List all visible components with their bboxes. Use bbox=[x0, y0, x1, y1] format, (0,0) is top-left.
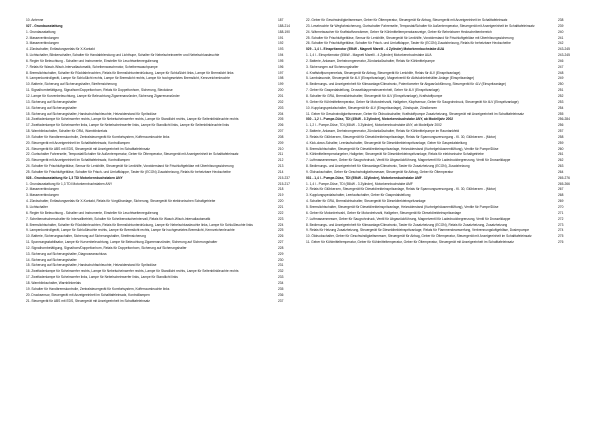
toc-entry-page: 233 bbox=[278, 275, 284, 280]
toc-entry-page: 270 bbox=[558, 205, 564, 209]
toc-entry-title: 3. Masseverbindungen bbox=[26, 193, 59, 198]
toc-entry bbox=[26, 76, 296, 81]
toc-entry-title: 5. Bremslichtschalter, Steuergerät für Dieseldirekteinspritzanlage, Heizwiderstand (Kurbelgehäuseentlüftung), Ventile für Pumpe/Düse bbox=[306, 146, 499, 151]
toc-entry bbox=[306, 187, 576, 192]
toc-entry-page: 242 bbox=[558, 41, 564, 46]
toc-entry-title: 11. Signalhornbetätigung, Signalhorn/Doppeltonhorn, Relais für Doppeltonhorn, Sicherung, Steckdose bbox=[26, 88, 173, 93]
toc-entry-page: 235 bbox=[278, 286, 284, 291]
toc-entry bbox=[26, 141, 296, 146]
toc-entry-title: 19. Schalter für Handbremskontrolle, Zentralsteuergerät für Komfortsystem, Kofferraumleuchte links bbox=[26, 134, 170, 139]
toc-entry-page: 187 bbox=[278, 18, 284, 22]
toc-entry-title: 24. Schalter für Frischluftgebläse, Sensor für Lenkhilfe, Steuergerät für Lenkhilfe, Vorwiderstand für Frischluftgebläse mit Überhitzungssicherung bbox=[26, 164, 234, 169]
toc-entry-title: 11. Geber für Kühlmitteltemperatur, Geber für Kühlmitteltemperatur, Geber für Öltemperatur, Steuergerät mit Anzeigeeinheit im Schalttafeleinsatz bbox=[306, 240, 514, 245]
toc-entry-page: 254 bbox=[558, 105, 564, 110]
toc-entry-title: 4. Zündschalter, Entlastungsrelais für X-Kontakt bbox=[26, 47, 95, 52]
toc-entry-page: 265-276 bbox=[558, 175, 570, 180]
toc-entry bbox=[26, 18, 296, 23]
toc-entry bbox=[26, 41, 296, 46]
toc-entry-title: 22. Gurtschalter Fahrerseite, Tempostat/Schalter für Außentemperatur, Geber für Öltemperatur, Steuergerät mit Anzeigeeinheit im Schalttafeleinsatz bbox=[26, 152, 239, 157]
toc-entry-title: 2. Batterie, Anlasser, Drehstromgenerator, Zündanlaßschalter, Relais für Kühlmittelpumpe im Rauntankfeld bbox=[306, 129, 460, 134]
toc-entry-page: 212 bbox=[278, 158, 284, 163]
toc-entry-title: 14. Sicherung auf Sicherungshalter bbox=[26, 105, 77, 110]
toc-entry bbox=[306, 147, 576, 152]
toc-entry-title: 6. Regler für Beleuchtung - Schalter und Instrumente, Einsteller für Leuchtweitenregulierung bbox=[26, 210, 159, 215]
toc-entry-page: 271 bbox=[558, 210, 564, 215]
toc-entry bbox=[26, 211, 296, 216]
toc-entry-page: 205 bbox=[278, 117, 284, 122]
toc-entry bbox=[306, 41, 576, 46]
toc-entry-page: 252 bbox=[558, 93, 564, 98]
toc-entry bbox=[26, 59, 296, 64]
toc-entry-page: 196 bbox=[278, 64, 284, 69]
toc-entry bbox=[26, 164, 296, 169]
toc-entry-title: 25. Schalter für Frischluftgebläse, Schalter für Frisch- und Umluftklappe, Taster für (ECON) Zusatzheizung, Relais für beheizbare Heckscheibe bbox=[26, 169, 231, 174]
toc-entry-page: 239 bbox=[558, 23, 564, 28]
toc-entry bbox=[306, 112, 576, 117]
toc-entry bbox=[26, 106, 296, 111]
toc-entry-page: 218 bbox=[278, 187, 284, 192]
toc-entry bbox=[26, 217, 296, 222]
toc-section-heading bbox=[26, 176, 296, 181]
toc-section-heading bbox=[306, 117, 576, 122]
toc-entry-title: 10. Batterie, Sicherungsschalter, Sicherung auf Sicherungshalter, Streifensicherung bbox=[26, 234, 146, 239]
toc-entry-page: 203 bbox=[278, 105, 284, 110]
toc-entry-page: 262 bbox=[558, 158, 564, 163]
toc-entry bbox=[26, 88, 296, 93]
toc-entry-page: 223 bbox=[278, 216, 284, 221]
toc-entry-title: 6. Geber für Motordrehzahl, Geber für Motordrehzahl, Hallgeber, Steuergerät für Dieseldirekteinspritzanlage bbox=[306, 210, 461, 215]
toc-entry bbox=[26, 275, 296, 280]
toc-entry-title: 9. Lampenkontrollgerät, Lampe für Schlußleuchte rechts, Lampe für Bremslicht rechts, Lampe für hochgesetztes Bremslicht, Kennzeichenleuchte bbox=[26, 228, 235, 233]
toc-entry-page: 210 bbox=[278, 146, 284, 151]
toc-entry-title: 5. Bremslichtschalter, Steuergerät für Dieseldirekteinspritzanlage, Heizwiderstand (Kurbelgehäuseentlüftung), Ventile für Pumpe/Düse bbox=[306, 205, 499, 209]
toc-entry-page: 198 bbox=[278, 76, 284, 81]
toc-entry bbox=[26, 240, 296, 245]
toc-entry-title: 9. Relais für Heizung Zusatzheizung, Steuergerät für Dieseldirekteinspritzanlage, Relais für Flammendeanwerfung, Verbrennungsluftgebläse, Dosierpumpe bbox=[306, 228, 530, 233]
toc-entry-page: 202 bbox=[278, 99, 284, 104]
toc-entry bbox=[306, 158, 576, 163]
toc-entry-page: 265-266 bbox=[558, 181, 570, 186]
toc-entry-page: 264 bbox=[558, 169, 564, 174]
toc-entry bbox=[306, 18, 576, 23]
toc-entry bbox=[26, 246, 296, 251]
toc-entry-title: 10. Öldruckschalter, Geber für Geschwindigkeitsmesser, Steuergerät für Airbag, Geber für Öltemperatur, Steuergerät mit Anzeigeeinheit im Schalttafeleinsatz bbox=[306, 234, 532, 239]
toc-entry-title: 2. Batterie, Anlasser, Drehstromgenerator, Zündanlaßschalter, Relais für Kühlmittelpumpe bbox=[306, 58, 435, 63]
toc-entry-page: 228 bbox=[278, 245, 284, 250]
toc-entry-title: 13. Sicherung auf Sicherungshalter bbox=[26, 99, 77, 104]
toc-entry-title: 8. Bedienungs- und Anzeigeeinheit für Klimaanlage/Climatronic, Taster für Zusatzheizung (ECON), Relais für Zusatzheizung, Zusatzheizung bbox=[306, 222, 508, 227]
toc-entry-title: 21. Steuergerät für ABS mit EDS, Steuergerät mit Anzeigeeinheit im Schalttafeleinsatz bbox=[26, 146, 150, 151]
toc-entry bbox=[306, 129, 576, 134]
toc-entry bbox=[26, 123, 296, 128]
toc-entry-title: 17. Zweifadenlampe für Scheinwerfer links, Lampe für Nebelscheinwerfer links, Lampe für Standlicht links, Lampe für Seitenblinkleuchte links bbox=[26, 123, 230, 128]
toc-entry bbox=[26, 263, 296, 268]
toc-entry bbox=[306, 205, 576, 210]
toc-entry-page: 267 bbox=[558, 187, 564, 192]
toc-entry-title: 2. Relais für Glühkerzen, Steuergerät für Dieseldirekteinspritzanlage, Relais für Spannungsversorgung - Kl. 30, Glühkerzen - (Motor) bbox=[306, 187, 497, 192]
toc-entry-page: 194 bbox=[278, 53, 284, 58]
toc-entry-title: 1. 1,4 l - Einspritzmotor (55kW - Magneti Marelli - 4 Zylinder) Motorkennbuchstabe AUA bbox=[306, 53, 432, 58]
toc-entry bbox=[306, 211, 576, 216]
toc-entry-page: 227 bbox=[278, 240, 284, 245]
toc-entry bbox=[26, 53, 296, 58]
toc-entry bbox=[26, 234, 296, 239]
toc-entry bbox=[26, 205, 296, 210]
toc-entry-page: 220 bbox=[278, 199, 284, 204]
toc-entry-page: 261 bbox=[558, 152, 564, 157]
toc-entry bbox=[26, 287, 296, 292]
toc-entry bbox=[306, 71, 576, 76]
toc-entry-title: 10. Antenne bbox=[26, 18, 44, 22]
toc-entry bbox=[26, 135, 296, 140]
toc-entry bbox=[26, 170, 296, 175]
toc-entry bbox=[26, 199, 296, 204]
toc-entry-page: 188-214 bbox=[278, 23, 290, 28]
toc-entry bbox=[26, 293, 296, 298]
toc-entry-page: 224 bbox=[278, 222, 284, 227]
toc-entry-title: 5. Lichtschalter bbox=[26, 205, 48, 209]
toc-entry-title: 20. Drucksensor, Steuergerät mit Anzeigeeinheit im Schalttafeleinsatz, Kontrolllampen bbox=[26, 292, 150, 297]
toc-entry-page: 237 bbox=[278, 298, 284, 303]
toc-entry-title: 8. Bremslichtschalter, Schalter für Rückfahrleuchten, Relais für Bremslichtunterdrückung, Lampe für Nebelschlussleuchte links, Lampe für Schlußleuchte links bbox=[26, 222, 253, 227]
toc-entry bbox=[306, 53, 576, 58]
toc-entry-page: 255 bbox=[558, 111, 564, 116]
toc-entry-title: 027 - Grundausstattung bbox=[26, 23, 63, 28]
toc-entry-title: 22. Geber für Geschwindigkeitsmesser, Geber für Öltemperatur, Steuergerät für Airbag, Steuergerät mit Anzeigeeinheit im Schalttafeleinsatz bbox=[306, 18, 508, 22]
toc-entry bbox=[306, 94, 576, 99]
toc-entry-title: 9. Öldruckschalter, Geber für Geschwindigkeitsmesser, Steuergerät für Airbag, Geber für Öltemperatur bbox=[306, 169, 454, 174]
toc-entry bbox=[26, 71, 296, 76]
toc-entry-page: 257 bbox=[558, 129, 564, 134]
toc-entry-page: 240 bbox=[558, 29, 564, 34]
toc-entry-page: 243-245 bbox=[558, 53, 570, 58]
toc-entry-title: 24. Wärmetauscher für Kraftstoffvorwärmer, Geber für Kühlmitteltemperaturanzeige, Geber für Beheizbarer Heckscheibenbereich bbox=[306, 29, 492, 34]
toc-entry-page: 253 bbox=[558, 99, 564, 104]
toc-entry-page: 236 bbox=[278, 292, 284, 297]
toc-entry-page: 208 bbox=[278, 134, 284, 139]
toc-entry-title: 13. Sicherung auf Sicherungshalter, Diagnoseanschluss bbox=[26, 251, 107, 256]
toc-entry bbox=[26, 281, 296, 286]
toc-entry bbox=[306, 141, 576, 146]
toc-entry bbox=[26, 252, 296, 257]
toc-entry bbox=[306, 82, 576, 87]
toc-column-right bbox=[306, 18, 576, 246]
toc-entry bbox=[26, 30, 296, 35]
toc-entry bbox=[26, 182, 296, 187]
toc-entry bbox=[306, 228, 576, 233]
toc-entry-title: 21. Steuergerät für ABS mit EDS, Steuergerät mit Anzeigeeinheit im Schalttafeleinsatz bbox=[26, 298, 150, 303]
toc-entry-title: 3. Masseverbindungen bbox=[26, 41, 59, 46]
toc-entry bbox=[26, 147, 296, 152]
toc-entry bbox=[26, 112, 296, 117]
toc-entry-title: 031 - 1,4 l - Pumpe-Düse, TDI (55kW - 3Zylinder), Motorkennbuchstabe AMF bbox=[306, 175, 422, 180]
toc-entry bbox=[26, 269, 296, 274]
toc-entry-page: 258 bbox=[558, 134, 564, 139]
toc-entry-page: 201 bbox=[278, 93, 284, 98]
toc-section-heading bbox=[306, 176, 576, 181]
toc-column-left bbox=[26, 18, 296, 304]
toc-entry-page: 215-217 bbox=[278, 181, 290, 186]
toc-entry-page: 229 bbox=[278, 251, 284, 256]
toc-entry-title: 8. Bremslichtschalter, Schalter für Rückfahrleuchten, Relais für Bremslichtunterdrückung, Lampe für Schlußlicht links, Lampe für Bremslicht links bbox=[26, 70, 234, 75]
toc-entry bbox=[306, 24, 576, 29]
toc-entry-page: 219 bbox=[278, 193, 284, 198]
toc-entry-title: 7. Luftmassenmesser, Geber für Saugrohrdruck, Ventil für Abgasrückführung, Magnetventil für Ladedruckbegrenzung, Ventil für Drosselklappe bbox=[306, 158, 511, 163]
toc-entry-title: 19. Schalter für Handbremskontrolle, Zentralsteuergerät für Komfortsystem, Kofferraumleuchte links bbox=[26, 286, 170, 291]
toc-entry-title: 15. Sicherung auf Sicherungshalter, Handschuhfachleuchte, Heizwiderstand für Spritzdüse bbox=[26, 111, 157, 116]
toc-entry-title: 5. Lichtschalter, Blinkerschalter, Schalter für Handabblendung und Lichthupe, Schalter für Nebelscheinwerfer und Nebelschlussleuchte bbox=[26, 53, 220, 58]
toc-entry bbox=[306, 76, 576, 81]
toc-entry-title: 3. Sicherungen auf Sicherungshalter bbox=[306, 64, 359, 69]
toc-entry bbox=[26, 223, 296, 228]
toc-entry bbox=[306, 59, 576, 64]
toc-entry bbox=[306, 240, 576, 245]
toc-entry bbox=[306, 106, 576, 111]
toc-entry-page: 234 bbox=[278, 280, 284, 285]
toc-entry-title: 25. Schalter für Frischluftgebläse, Sensor für Lenkhilfe, Steuergerät für Lenkhilfe, Vorwiderstand für Frischluftgebläse mit Überhitzungssicherung bbox=[306, 35, 514, 40]
toc-entry bbox=[26, 129, 296, 134]
toc-entry bbox=[306, 182, 576, 187]
toc-entry-title: 1. 1,4 l - Pumpe-Düse, TDI (55kW - 3 Zylinder), Motorkennbuchstabe AMF bbox=[306, 181, 413, 186]
toc-entry bbox=[26, 152, 296, 157]
toc-entry bbox=[306, 170, 576, 175]
toc-entry-title: 4. Kick-down-Schalter, Leerlaufschalter, Steuergerät für Dieseldirekteinspritzanlage, Geber für Gaspedalstellung bbox=[306, 140, 467, 145]
toc-entry-title: 6. Regler für Beleuchtung - Schalter und Instrumente, Einsteller für Leuchtweitenregulierung bbox=[26, 58, 159, 63]
toc-entry-title: 1. Grundausstattung bbox=[26, 29, 56, 34]
toc-entry-page: 243-245 bbox=[558, 47, 570, 52]
toc-entry-title: 7. Scheibenwischerschalter für Intervallbetrieb, Schalter für Scheibenwischerintervall, Relais für Wasch-Wisch-Intervallautomatik bbox=[26, 216, 211, 221]
toc-entry-page: 246 bbox=[558, 58, 564, 63]
toc-entry bbox=[306, 30, 576, 35]
toc-entry-page: 248 bbox=[558, 70, 564, 75]
toc-entry-page: 269 bbox=[558, 199, 564, 204]
toc-entry-page: 238 bbox=[558, 18, 564, 22]
toc-entry-page: 193 bbox=[278, 47, 284, 52]
toc-entry bbox=[306, 234, 576, 239]
toc-entry-page: 215-237 bbox=[278, 175, 290, 180]
toc-entry-page: 274 bbox=[558, 228, 564, 233]
toc-entry bbox=[26, 100, 296, 105]
toc-entry-title: 18. Warnblinkschalter, Schalter für ORA, Warnblinkrelais bbox=[26, 129, 108, 134]
toc-entry bbox=[306, 164, 576, 169]
toc-entry-page: 211 bbox=[278, 152, 284, 157]
toc-entry-title: 16. Zweifadenlampe für Scheinwerfer rechts, Lampe für Nebelscheinwerfer rechts, Lampe für Standlicht rechts, Lampe für Seitenblinkleuchte rechts bbox=[26, 269, 239, 274]
toc-entry-page: 200 bbox=[278, 88, 284, 93]
toc-entry bbox=[306, 217, 576, 222]
toc-entry-page: 191 bbox=[278, 35, 284, 40]
toc-entry-page: 222 bbox=[278, 210, 284, 215]
toc-entry-page: 249 bbox=[558, 76, 564, 81]
toc-entry-title: 4. Schalter für GRA, Bremslichtschalter, Steuergerät für Dieseldirekteinspritzanlage bbox=[306, 199, 426, 204]
toc-entry-title: 7. Relais für Wasch-Wisch-Intervallautomatik, Scheibenwaschmotor, Scheibenwaschpumpe bbox=[26, 64, 158, 69]
toc-entry bbox=[306, 135, 576, 140]
toc-entry bbox=[306, 88, 576, 93]
toc-entry-title: 6. Bedienungs- und Anzeigeeinheit für Klimaanlage/Climatronic, Potentiometer für Abgasrückführung, Steuergerät für 4LV (Einspritzanlage) bbox=[306, 82, 506, 87]
toc-entry-title: 3. Relais für Glühkerzen, Steuergerät für Dieseldirekteinspritzanlage, Relais für Spannungsversorgung - Kl. 30, Glühkerzen - (Motor) bbox=[306, 134, 497, 139]
toc-entry bbox=[26, 47, 296, 52]
toc-entry-title: 7. Geber für Gaspedalstellung, Drosselklappensteuereinheit, Geber für 4LV (Einspritzanlage) bbox=[306, 88, 440, 93]
toc-entry-page: 214 bbox=[278, 169, 284, 174]
toc-entry-title: 8. Bedienungs- und Anzeigeeinheit für Klimaanlage/Climatronic, Taster für Zusatzheizung (ECON), Zusatzheizung bbox=[306, 164, 470, 169]
toc-entry bbox=[306, 223, 576, 228]
toc-entry-title: 23. Steuergerät mit Anzeigeeinheit im Schalttafeleinsatz, Kontrolllampen bbox=[26, 158, 130, 163]
toc-entry-title: 6. Kühlmitteltemperaturgeber, Hallgeber, Steuergerät für Dieseldirekteinspritzanlage, Relais für elektronische Schaltgetriebe bbox=[306, 152, 484, 157]
toc-entry-page: 207 bbox=[278, 129, 284, 134]
toc-entry bbox=[26, 117, 296, 122]
toc-entry bbox=[306, 100, 576, 105]
toc-entry-title: 7. Luftmassenmesser, Geber für Saugrohrdruck, Ventil für Abgasrückführung, Magnetventil für Ladedruckbegrenzung, Ventil für Drosselklappe bbox=[306, 216, 511, 221]
toc-entry-page: 263 bbox=[558, 164, 564, 169]
toc-entry bbox=[26, 94, 296, 99]
toc-entry bbox=[26, 228, 296, 233]
toc-entry-page: 192 bbox=[278, 41, 284, 46]
toc-entry-page: 260 bbox=[558, 146, 564, 151]
toc-entry-page: 247 bbox=[558, 64, 564, 69]
toc-entry bbox=[26, 187, 296, 192]
toc-entry bbox=[306, 123, 576, 128]
toc-entry-title: 5. Lambdasonde, Steuergerät für 4LV (Einspritzanlage), Magnetventil für Aktivkohlebehälter-Anlage (Einspritzanlage) bbox=[306, 76, 475, 81]
toc-entry-title: 26. Schalter für Frischluftgebläse, Schalter für Frisch- und Umluftklappe, Taster für (ECON) Zusatzheizung, Relais für beheizbare Heckscheibe bbox=[306, 41, 511, 46]
toc-entry-page: 225 bbox=[278, 228, 284, 233]
toc-entry-page: 273 bbox=[558, 222, 564, 227]
toc-entry-title: 23. Leseleuchte für Wegfahrsicherung, Gurtschalter Fahrerseite, Tempostat/Schalter für Außentemperatur, Steuergerät mit Anzeigeeinheit im Schalttafeleinsatz bbox=[306, 23, 535, 28]
toc-entry bbox=[26, 36, 296, 41]
toc-section-heading bbox=[26, 24, 296, 29]
toc-entry bbox=[306, 65, 576, 70]
toc-entry-page: 268 bbox=[558, 193, 564, 198]
toc-entry-title: 4. Kraftstoffpumpenrelais, Steuergerät für Airbag, Steuergerät für Lenkhilfe, Relais für 4LV (Einspritzanlage) bbox=[306, 70, 461, 75]
toc-entry-page: 256-284 bbox=[558, 117, 570, 122]
toc-entry-title: 20. Steuergerät mit Anzeigeeinheit im Schalttafeleinsatz, Kontrolllampen bbox=[26, 140, 130, 145]
toc-entry-page: 199 bbox=[278, 82, 284, 87]
toc-entry bbox=[26, 193, 296, 198]
toc-entry-title: 17. Zweifadenlampe für Scheinwerfer links, Lampe für Nebelscheinwerfer links, Lampe für Standlicht links bbox=[26, 275, 178, 280]
toc-entry-title: 030 - 1,2 l - Pumpe-Düse, TDI (45kW - 3 Zylinder), Motorkennbuchstabe ANY, ab Modelljahr 2002 bbox=[306, 117, 454, 122]
toc-entry-title: 2. Masseverbindungen bbox=[26, 187, 59, 192]
toc-entry bbox=[26, 65, 296, 70]
toc-entry bbox=[26, 158, 296, 163]
toc-entry-page: 188-190 bbox=[278, 29, 290, 34]
toc-entry-page: 232 bbox=[278, 269, 284, 274]
toc-entry-title: 2. Masseverbindungen bbox=[26, 35, 59, 40]
toc-entry-title: 10. Batterie, Sicherung auf Sicherungshalter, Streifensicherung bbox=[26, 82, 117, 87]
toc-entry bbox=[306, 152, 576, 157]
toc-entry-title: 9. Lampenkontrollgerät, Lampe für Schlußlicht rechts, Lampe für Bremslicht rechts, Lampe für hochgesetztes Bremslicht, Kennzeichenleuchte bbox=[26, 76, 230, 81]
toc-entry-page: 231 bbox=[278, 263, 284, 268]
toc-entry-page: 195 bbox=[278, 58, 284, 63]
toc-entry bbox=[306, 199, 576, 204]
toc-entry bbox=[306, 36, 576, 41]
toc-entry-title: 1. Grundausstattung für 1,3 TDI Motorkennbuchstaben ANY bbox=[26, 181, 113, 186]
toc-section-heading bbox=[306, 47, 576, 52]
toc-entry-title: 028 - Grundausstattung für 1,3 TDI Motorkennbuchstaben ANY bbox=[26, 175, 123, 180]
toc-entry bbox=[26, 299, 296, 304]
toc-entry-page: 259 bbox=[558, 140, 564, 145]
toc-entry-page: 241 bbox=[558, 35, 564, 40]
toc-entry bbox=[26, 258, 296, 263]
toc-entry-page: 226 bbox=[278, 234, 284, 239]
toc-entry-title: 8. Schalter für GRA, Bremslichtschalter, Steuergerät für 4LV (Einspritzanlage), Kraftstoffpumpe bbox=[306, 93, 443, 98]
toc-entry-page: 276 bbox=[558, 240, 564, 245]
toc-entry-page: 213 bbox=[278, 164, 284, 169]
toc-entry bbox=[26, 82, 296, 87]
toc-entry-page: 251 bbox=[558, 88, 564, 93]
toc-entry-page: 209 bbox=[278, 140, 284, 145]
toc-entry-title: 12. Signalhornbetätigung, Signalhorn/Doppeltonhorn, Relais für Doppeltonhorn, Sicherung auf Sicherungshalter bbox=[26, 245, 187, 250]
toc-entry-page: 250 bbox=[558, 82, 564, 87]
toc-entry-title: 11. Geber für Geschwindigkeitsmesser, Geber für Öldruckschalter, Kraftstoffpumpe Zusatzheizung, Steuergerät mit Anzeigeeinheit im Schalttafeleinsatz bbox=[306, 111, 524, 116]
toc-entry-page: 230 bbox=[278, 257, 284, 262]
toc-entry-title: 9. Geber für Kühlmitteltemperatur, Geber für Motordrehzahl, Hallgeber, Klopfsensor, Geber für Saugrohrdruck, Steuergerät für 4LV (Einspritzanlage) bbox=[306, 99, 519, 104]
toc-entry-title: 1. 1,2 l - Pumpe-Düse, TDI (45kW - 3 Zylinder), Motorkennbuchstabe ANY, ab Modelljahr 2002 bbox=[306, 123, 442, 128]
toc-entry bbox=[306, 193, 576, 198]
toc-entry-page: 272 bbox=[558, 216, 564, 221]
toc-entry-title: 15. Sicherung auf Sicherungshalter, Handschuhfachleuchte, Heizwiderstand für Spritzdüse bbox=[26, 263, 157, 268]
toc-entry-title: 16. Zweifadenlampe für Scheinwerfer rechts, Lampe für Nebelscheinwerfer rechts, Lampe für Standlicht rechts, Lampe für Seitenblinkleuchte rechts bbox=[26, 117, 239, 122]
toc-entry-title: 18. Warnblinkschalter, Warnblinkrelais bbox=[26, 280, 81, 285]
toc-entry-page: 256 bbox=[558, 123, 564, 128]
toc-entry-page: 206 bbox=[278, 123, 284, 128]
toc-entry-title: 11. Spannungsstabilisator, Lampe für Kurvenbeleuchtung, Lampe für Beleuchtung Zigarrenanzünder, Sicherung auf Sicherungshalter bbox=[26, 240, 218, 245]
toc-entry-title: 4. Zündschalter, Entlastungsrelais für X-Kontakt, Relais für Vorglühanlage, Sicherung, Steuergerät für elektronischen Schaltgetriebe bbox=[26, 199, 216, 204]
toc-entry-page: 275 bbox=[558, 234, 564, 239]
toc-entry-title: 3. Kupplungspedalschalter, Leerlaufschalter, Geber für Gaspedalstellung bbox=[306, 193, 411, 198]
toc-entry-title: 10. Kupplungspedalschalter, Steuergerät für 4LV (Einspritzanlage), Zündspule, Zündkerzen bbox=[306, 105, 438, 110]
toc-entry-title: 14. Sicherung auf Sicherungshalter bbox=[26, 257, 77, 262]
toc-entry-page: 221 bbox=[278, 205, 284, 209]
toc-entry-page: 204 bbox=[278, 111, 284, 116]
toc-entry-title: 12. Lampe für Kurvenbeleuchtung, Lampe für Beleuchtung Zigarrenanzünder, Sicherung Zigarrenanzünder bbox=[26, 93, 180, 98]
toc-entry-title: 029 - 1,4 l - Einspritzmotor (55kW - Magneti Marelli - 4 Zylinder) Motorkennbuchstabe AUA bbox=[306, 47, 445, 52]
toc-entry-page: 197 bbox=[278, 70, 284, 75]
